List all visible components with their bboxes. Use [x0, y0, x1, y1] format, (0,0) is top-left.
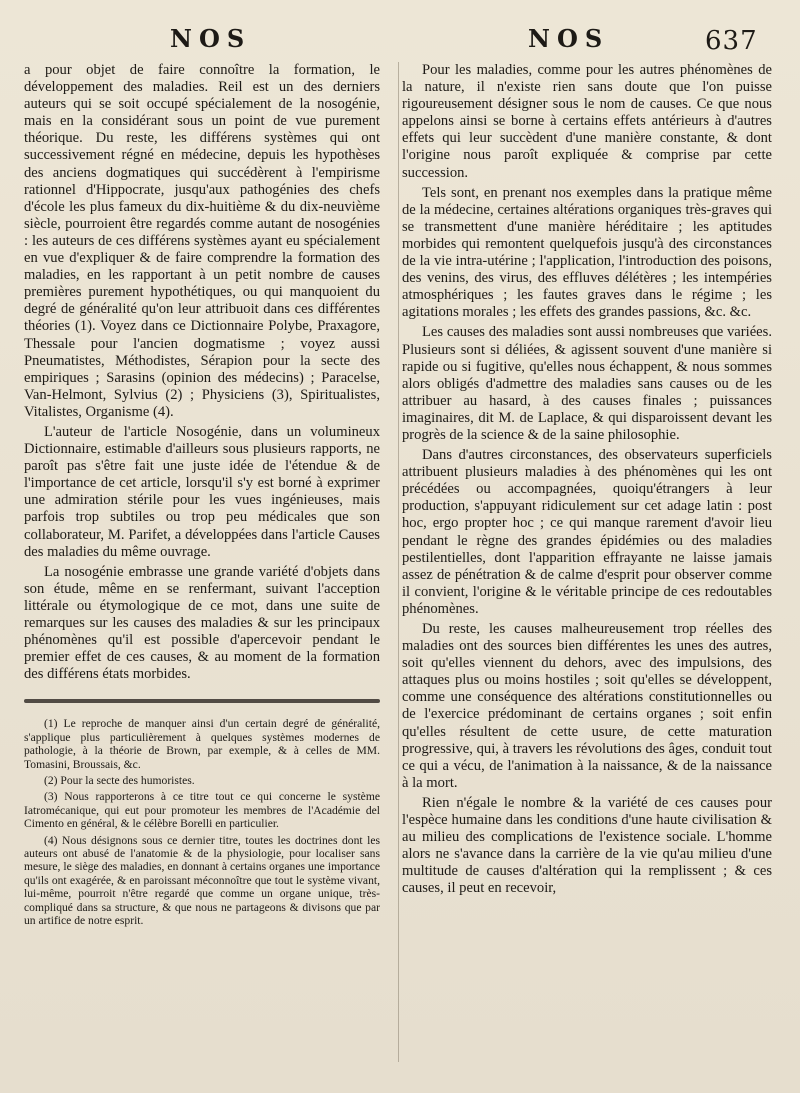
right-column: [402, 62, 772, 898]
column-divider: [398, 62, 399, 1062]
right-paragraph-2: Tels sont, en prenant nos exemples dans la pratique même de la médecine, certaines altérations organiques très-graves qui se transmettent d'une manière héréditaire ; les aptitudes morbides qui remontent quelquefois jusqu'à des circonstances de la vie intra-utérine ; l'application, l'introduction des poisons, des venins, des virus, des effluves délétères ; les intempéries atmosphériques ; les fautes graves dans le régime ; les agitations morales ; les effets des grandes passions, &c. &c.: [402, 184, 772, 321]
left-paragraph-1: a pour objet de faire connoître la formation, le développement des maladies. Reil est un des derniers auteurs qui se soit occupé spécialement de la nosogénie, mais en la considérant sous un point de vue purement théorique. Du reste, les différens systèmes qui ont successivement régné en médecine, depuis les hypothèses des anciens dogmatiques qui succédèrent à l'empirisme rationnel d'Hippocrate, jusqu'aux pathogénies des chefs d'école les plus fameux du dix-huitième & du dix-neuvième siècle, pourroient être regardés comme autant de nosogénies : les auteurs de ces différens systèmes ayant eu spécialement en vue d'expliquer & de faire comprendre la formation des maladies, en les rapportant à un petit nombre de causes premières purement hypothétiques, ou qui manquoient du degré de généralité qu'on leur attribuoit dans ces différentes théories (1). Voyez dans ce Dictionnaire Polybe, Praxagore, Thessale pour l'ancien dogmatisme ; voyez aussi Pneumatistes, Méthodistes, Sérapion pour la secte des empiriques ; Sarasins (opinion des médecins) ; Paracelse, Van-Helmont, Sylvius (2) ; Physiciens (3), Spiritualistes, Vitalistes, Organisme (4).: [24, 62, 380, 420]
header-right-title: NOS: [528, 24, 610, 53]
right-paragraph-6: Rien n'égale le nombre & la variété de ces causes pour l'espèce humaine dans les conditions d'une haute civilisation & au milieu des complications de l'existence sociale. L'homme alors ne s'avance dans la carrière de la vie qu'au milieu d'une multitude de causes d'altération qui la remplissent ; & ces causes, il peut en recevoir,: [402, 794, 772, 897]
page-number: 637: [705, 26, 758, 56]
footnote-2: (2) Pour la secte des humoristes.: [44, 774, 195, 787]
footnote-separator: [24, 699, 380, 703]
left-paragraph-2: L'auteur de l'article Nosogénie, dans un volumineux Dictionnaire, estimable d'ailleurs sous plusieurs rapports, ne paroît pas s'être fait une juste idée de l'étendue & de l'importance de cet article, lorsqu'il s'y est borné à exprimer une admiration stérile pour les vues ingénieuses, mais parfois trop subtiles ou trop peu médicales que son collaborateur, M. Parifet, a développées dans l'article Causes des maladies du même ouvrage.: [24, 423, 380, 560]
right-paragraph-3: Les causes des maladies sont aussi nombreuses que variées. Plusieurs sont si déliées, & agissent souvent d'une manière si rapide ou si fugitive, qu'elles nous échappent, & nous sommes alors obligés d'admettre des maladies sans causes ou de les attribuer au hasard, à des causes finales ; puissances imaginaires, dit M. de Laplace, & qui disparoissent devant les progrès de la science & de la saine philosophie.: [402, 324, 772, 443]
left-column: [24, 62, 380, 928]
header-left-title: NOS: [170, 24, 252, 53]
running-header: [0, 18, 800, 58]
right-paragraph-4: Dans d'autres circonstances, des observateurs superficiels attribuent plusieurs maladies à des phénomènes qui les ont précédées ou accompagnées, quoiqu'étrangers à leur production, s'appuyant ridiculement sur cet adage latin : post hoc, ergo propter hoc ; ce qui manque rarement d'avoir lieu pendant le règne des grandes épidémies ou des maladies pestilentielles, dont l'apparition effrayante ne laisse jamais assez de pénétration & de calme d'esprit pour observer comme il convient, l'origine & le véritable principe de ces redoutables phénomènes.: [402, 447, 772, 617]
footnotes: [24, 717, 380, 927]
right-paragraph-1: Pour les maladies, comme pour les autres phénomènes de la nature, il n'existe rien sans doute que l'on puisse rigoureusement désigner sous le nom de causes. Ce que nous appelons ainsi se borne à certains effets antérieurs à d'autres effets qui leur succèdent d'une manière constante, & dont l'origine nous paroît expliquée & comprise par cette succession.: [402, 62, 772, 181]
footnote-1: (1) Le reproche de manquer ainsi d'un certain degré de généralité, s'applique plus particulièrement à quelques systèmes modernes de pathologie, à la théorie de Brown, par exemple, & à celles de MM. Tomasini, Broussais, &c.: [24, 717, 380, 771]
footnote-4: (4) Nous désignons sous ce dernier titre, toutes les doctrines dont les auteurs ont abusé de l'anatomie & de la physiologie, pour localiser sans mesure, le siège des maladies, en donnant à certains organes une importance qu'ils ont exagérée, & en paroissant méconnoître que tout le système vivant, lui-même, pourroit n'être regardé que comme un organe unique, très-compliqué dans sa structure, & que nous ne partageons & divisons que par un artifice de notre esprit.: [24, 833, 380, 928]
left-paragraph-3: La nosogénie embrasse une grande variété d'objets dans son étude, même en se renfermant, suivant l'acception littérale ou étymologique de ce mot, dans une suite de remarques sur les causes des maladies & sur les principaux phénomènes qu'il est possible d'apercevoir pendant le premier effet de ces causes, & au moment de la formation des différens états morbides.: [24, 563, 380, 683]
right-paragraph-5: Du reste, les causes malheureusement trop réelles des maladies ont des sources bien différentes les unes des autres, soit qu'elles viennent du dehors, avec des impulsions, des attaques plus ou moins hostiles ; soit qu'elles se développent, comme une conséquence des altérations constitutionnelles ou de l'exercice prédominant de certains organes ; soit enfin qu'elles résultent de cette usure, de cette maturation progressive, qui, à travers les révolutions des âges, conduit tout ce qui a vécu, de l'animation à la naissance, & de la naissance à la mort.: [402, 621, 772, 791]
footnote-3: (3) Nous rapporterons à ce titre tout ce qui concerne le système Iatromécanique, qui eut pour promoteur les membres de l'Académie del Cimento en général, & le célèbre Borelli en particulier.: [24, 790, 380, 831]
